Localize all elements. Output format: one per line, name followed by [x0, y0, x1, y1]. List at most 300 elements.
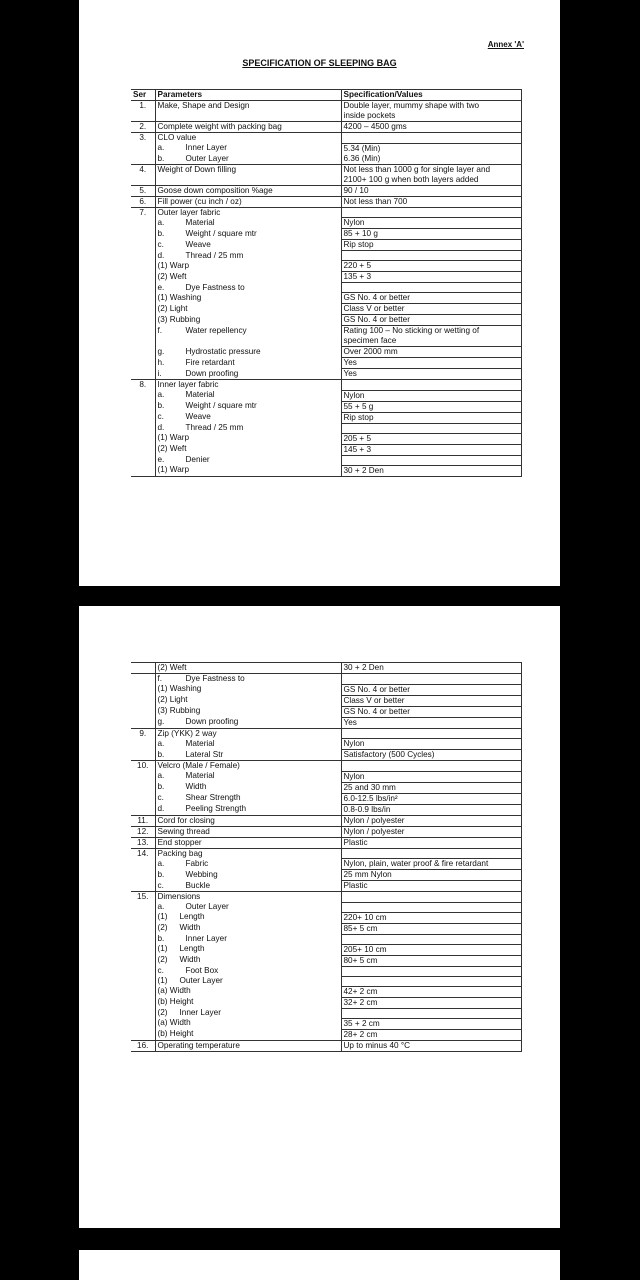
table-row: [131, 674, 521, 685]
row-parameter-label: Buckle: [185, 880, 211, 890]
row-parameter: [155, 892, 341, 903]
table-row: [131, 444, 521, 455]
row-ser: [131, 326, 155, 337]
row-value: Double layer, mummy shape with two: [341, 101, 521, 112]
row-parameter-label: Packing bag: [157, 848, 203, 858]
table-row: [131, 761, 521, 772]
row-parameter-label: Webbing: [185, 869, 218, 879]
row-value: Nylon / polyester: [341, 815, 521, 826]
row-parameter-label: (1) Washing: [157, 684, 202, 693]
row-parameter-label: Inner Layer: [179, 1008, 221, 1017]
row-num-index: (2): [157, 955, 168, 964]
row-value: Class V or better: [341, 695, 521, 706]
header-values: Specification/Values: [341, 90, 521, 101]
row-parameter: [155, 997, 341, 1008]
row-parameter: [155, 315, 341, 326]
row-sub-index: f.: [157, 674, 163, 683]
table-row: [131, 251, 521, 261]
row-parameter-label: Width: [179, 923, 201, 932]
row-parameter: [155, 881, 341, 892]
row-parameter-label: (2) Weft: [157, 444, 187, 453]
row-ser: 16.: [131, 1040, 155, 1051]
row-sub-index: a.: [157, 902, 165, 911]
row-parameter-label: (3) Rubbing: [157, 314, 201, 324]
table-row: [131, 293, 521, 304]
table-row: [131, 423, 521, 433]
row-sub-index: c.: [157, 880, 164, 890]
table-row: [131, 870, 521, 881]
annex-label: Annex 'A': [487, 40, 524, 49]
row-sub-index: c.: [157, 793, 164, 802]
row-value: 35 + 2 cm: [341, 1018, 521, 1029]
row-parameter-label: Inner Layer: [185, 934, 227, 943]
row-parameter: [155, 154, 341, 165]
table-row: [131, 1029, 521, 1040]
row-parameter-label: Outer Layer: [185, 902, 229, 911]
row-ser: [131, 293, 155, 304]
row-ser: [131, 966, 155, 976]
row-value: [341, 934, 521, 944]
row-parameter-label: Water repellency: [185, 325, 247, 335]
table-row: [131, 771, 521, 782]
row-parameter: [155, 251, 341, 261]
row-value: [341, 902, 521, 912]
row-parameter-label: Lateral Str: [185, 749, 224, 759]
row-ser: 3.: [131, 133, 155, 144]
row-num-index: (1): [157, 944, 168, 953]
row-value: 205 + 5: [341, 433, 521, 444]
row-ser: [131, 804, 155, 815]
row-parameter: [155, 272, 341, 283]
table-row: [131, 111, 521, 122]
row-parameter: [155, 207, 341, 218]
row-parameter-label: Outer layer fabric: [157, 207, 221, 217]
row-parameter-label: Length: [179, 944, 205, 953]
row-parameter: [155, 761, 341, 772]
row-ser: [131, 347, 155, 358]
row-value: 25 and 30 mm: [341, 782, 521, 793]
row-parameter-label: Down proofing: [185, 368, 239, 378]
row-ser: [131, 934, 155, 944]
row-value: GS No. 4 or better: [341, 315, 521, 326]
row-value: Nylon: [341, 771, 521, 782]
table-row: [131, 912, 521, 923]
row-parameter: [155, 465, 341, 476]
row-ser: [131, 175, 155, 186]
row-parameter-label: (1) Warp: [157, 465, 190, 474]
table-row: [131, 272, 521, 283]
row-ser: [131, 240, 155, 251]
row-ser: 5.: [131, 185, 155, 196]
row-sub-index: a.: [157, 143, 165, 152]
row-parameter: [155, 122, 341, 133]
row-ser: [131, 976, 155, 986]
row-parameter-label: Width: [185, 782, 207, 791]
row-ser: 15.: [131, 892, 155, 903]
row-parameter: [155, 304, 341, 315]
table-row: [131, 739, 521, 750]
row-ser: [131, 218, 155, 229]
row-ser: [131, 663, 155, 674]
row-parameter-label: Dye Fastness to: [185, 674, 245, 683]
row-value: Over 2000 mm: [341, 347, 521, 358]
spec-table-page-1: [131, 89, 522, 477]
row-parameter-label: (2) Light: [157, 303, 188, 313]
row-parameter: [155, 1040, 341, 1051]
row-value: 2100+ 100 g when both layers added: [341, 175, 521, 186]
document-page-2: [79, 606, 560, 1228]
row-value: [341, 892, 521, 903]
row-parameter: [155, 837, 341, 848]
row-value: [341, 455, 521, 465]
row-sub-index: f.: [157, 325, 163, 335]
row-value: Yes: [341, 358, 521, 369]
row-value: 90 / 10: [341, 185, 521, 196]
row-parameter: [155, 804, 341, 815]
row-ser: [131, 997, 155, 1008]
row-ser: 7.: [131, 207, 155, 218]
row-parameter: [155, 728, 341, 739]
spec-table-body-page-1: [131, 101, 521, 477]
row-ser: [131, 369, 155, 380]
row-sub-index: g.: [157, 717, 165, 726]
table-row: [131, 315, 521, 326]
row-parameter-label: Material: [185, 771, 215, 780]
row-value: 30 + 2 Den: [341, 663, 521, 674]
row-parameter: [155, 185, 341, 196]
table-row: [131, 750, 521, 761]
spec-table-body-page-2: [131, 663, 521, 1052]
row-ser: 12.: [131, 826, 155, 837]
row-ser: [131, 390, 155, 401]
row-parameter-label: Sewing thread: [157, 826, 210, 836]
table-row: [131, 433, 521, 444]
table-row: [131, 923, 521, 934]
table-row: [131, 1040, 521, 1051]
row-parameter-label: Weight / square mtr: [185, 228, 257, 238]
row-parameter: [155, 455, 341, 465]
row-parameter-label: (3) Rubbing: [157, 706, 201, 715]
row-parameter: [155, 739, 341, 750]
row-ser: [131, 923, 155, 934]
row-ser: [131, 433, 155, 444]
row-parameter-label: (a) Width: [157, 1018, 191, 1027]
table-row: [131, 955, 521, 966]
row-parameter-label: (1) Warp: [157, 260, 190, 270]
row-ser: [131, 336, 155, 347]
row-ser: [131, 902, 155, 912]
row-value: Nylon: [341, 739, 521, 750]
row-value: specimen face: [341, 336, 521, 347]
row-ser: [131, 1008, 155, 1018]
row-parameter: [155, 815, 341, 826]
row-sub-index: a.: [157, 390, 165, 399]
row-ser: [131, 423, 155, 433]
row-parameter-label: Fill power (cu inch / oz): [157, 196, 242, 206]
table-row: [131, 782, 521, 793]
row-parameter: [155, 870, 341, 881]
row-ser: [131, 955, 155, 966]
row-sub-index: b.: [157, 869, 165, 879]
row-sub-index: d.: [157, 804, 165, 813]
row-value: 6.36 (Min): [341, 154, 521, 165]
row-parameter-label: Fire retardant: [185, 357, 235, 367]
row-parameter-label: (2) Light: [157, 695, 188, 704]
row-parameter-label: Velcro (Male / Female): [157, 761, 240, 770]
table-row: [131, 122, 521, 133]
table-row: [131, 261, 521, 272]
row-sub-index: b.: [157, 934, 165, 943]
row-parameter-label: Length: [179, 912, 205, 921]
row-parameter: [155, 261, 341, 272]
row-parameter-label: (2) Weft: [157, 663, 187, 672]
row-parameter-label: CLO value: [157, 133, 197, 142]
row-ser: [131, 944, 155, 955]
row-parameter: [155, 695, 341, 706]
row-sub-index: b.: [157, 401, 165, 410]
table-row: [131, 369, 521, 380]
table-row: [131, 390, 521, 401]
row-num-index: (1): [157, 912, 168, 921]
row-value: Yes: [341, 717, 521, 728]
row-value: 85+ 5 cm: [341, 923, 521, 934]
table-row: [131, 207, 521, 218]
row-ser: [131, 870, 155, 881]
row-parameter-label: (a) Width: [157, 986, 191, 995]
row-ser: [131, 1018, 155, 1029]
row-ser: [131, 695, 155, 706]
table-row: [131, 804, 521, 815]
row-num-index: (1): [157, 976, 168, 985]
row-ser: [131, 412, 155, 423]
row-parameter: [155, 986, 341, 997]
row-ser: [131, 401, 155, 412]
row-parameter: [155, 966, 341, 976]
row-parameter-label: Fabric: [185, 858, 209, 868]
row-ser: 13.: [131, 837, 155, 848]
row-ser: [131, 251, 155, 261]
table-row: [131, 196, 521, 207]
row-value: Rating 100 – No sticking or wetting of: [341, 326, 521, 337]
row-ser: [131, 706, 155, 717]
table-row: [131, 465, 521, 476]
row-sub-index: a.: [157, 738, 165, 748]
row-ser: [131, 229, 155, 240]
row-parameter: [155, 218, 341, 229]
row-parameter: [155, 433, 341, 444]
table-row: [131, 728, 521, 739]
row-parameter-label: (1) Warp: [157, 433, 190, 442]
row-parameter: [155, 401, 341, 412]
table-row: [131, 663, 521, 674]
table-row: [131, 229, 521, 240]
row-value: Not less than 1000 g for single layer and: [341, 164, 521, 175]
row-num-index: (2): [157, 1008, 168, 1017]
row-value: 85 + 10 g: [341, 229, 521, 240]
row-value: Yes: [341, 369, 521, 380]
row-value: 0.8-0.9 lbs/in: [341, 804, 521, 815]
row-parameter: [155, 706, 341, 717]
row-ser: 1.: [131, 101, 155, 112]
table-row: [131, 815, 521, 826]
row-parameter-label: Hydrostatic pressure: [185, 346, 261, 356]
row-parameter: [155, 390, 341, 401]
row-value: 55 + 5 g: [341, 401, 521, 412]
row-value: Rip stop: [341, 412, 521, 423]
row-parameter: [155, 902, 341, 912]
row-ser: 6.: [131, 196, 155, 207]
row-ser: [131, 739, 155, 750]
table-row: [131, 976, 521, 986]
row-value: Nylon: [341, 218, 521, 229]
table-row: [131, 164, 521, 175]
row-parameter: [155, 782, 341, 793]
table-row: [131, 966, 521, 976]
table-row: [131, 412, 521, 423]
row-parameter-label: Outer Layer: [179, 976, 223, 985]
row-value: GS No. 4 or better: [341, 706, 521, 717]
row-parameter: [155, 111, 341, 122]
row-ser: [131, 111, 155, 122]
row-parameter-label: Peeling Strength: [185, 804, 247, 813]
row-ser: [131, 143, 155, 154]
table-row: [131, 986, 521, 997]
table-row: [131, 401, 521, 412]
row-parameter-label: Dimensions: [157, 892, 201, 901]
row-sub-index: d.: [157, 250, 165, 260]
row-value: [341, 976, 521, 986]
row-value: [341, 966, 521, 976]
row-ser: [131, 315, 155, 326]
table-row: [131, 706, 521, 717]
table-row: [131, 326, 521, 337]
row-parameter-label: (2) Weft: [157, 271, 187, 281]
table-row: [131, 848, 521, 859]
row-value: [341, 251, 521, 261]
row-parameter-label: Weight of Down filling: [157, 164, 237, 174]
row-value: 145 + 3: [341, 444, 521, 455]
row-ser: [131, 154, 155, 165]
table-row: [131, 154, 521, 165]
row-value: [341, 207, 521, 218]
row-parameter: [155, 1008, 341, 1018]
row-ser: [131, 674, 155, 685]
row-parameter-label: Material: [185, 217, 215, 227]
row-parameter: [155, 848, 341, 859]
row-value: [341, 848, 521, 859]
row-parameter: [155, 175, 341, 186]
row-sub-index: b.: [157, 749, 165, 759]
row-parameter-label: Material: [185, 738, 215, 748]
row-sub-index: e.: [157, 455, 165, 464]
row-parameter: [155, 717, 341, 728]
row-value: [341, 728, 521, 739]
row-parameter: [155, 663, 341, 674]
row-parameter: [155, 423, 341, 433]
row-value: 205+ 10 cm: [341, 944, 521, 955]
row-parameter: [155, 684, 341, 695]
row-parameter: [155, 859, 341, 870]
row-parameter: [155, 369, 341, 380]
row-value: GS No. 4 or better: [341, 684, 521, 695]
row-value: Nylon / polyester: [341, 826, 521, 837]
row-parameter-label: Goose down composition %age: [157, 185, 273, 195]
row-sub-index: d.: [157, 423, 165, 432]
header-parameters: Parameters: [155, 90, 341, 101]
row-parameter: [155, 826, 341, 837]
table-header-row: [131, 90, 521, 101]
row-ser: [131, 986, 155, 997]
row-parameter-label: Dye Fastness to: [185, 282, 245, 292]
row-parameter-label: Inner layer fabric: [157, 380, 219, 389]
row-value: [341, 761, 521, 772]
row-parameter: [155, 674, 341, 685]
row-parameter-label: Shear Strength: [185, 793, 241, 802]
table-row: [131, 283, 521, 293]
row-value: Up to minus 40 °C: [341, 1040, 521, 1051]
row-value: Class V or better: [341, 304, 521, 315]
row-value: [341, 283, 521, 293]
document-page-3: [79, 1250, 560, 1280]
row-value: 4200 – 4500 gms: [341, 122, 521, 133]
table-row: [131, 892, 521, 903]
row-parameter-label: Weave: [185, 239, 211, 249]
row-ser: [131, 283, 155, 293]
row-sub-index: e.: [157, 282, 165, 292]
table-row: [131, 240, 521, 251]
row-sub-index: g.: [157, 346, 165, 356]
row-value: 42+ 2 cm: [341, 986, 521, 997]
row-parameter: [155, 358, 341, 369]
row-value: [341, 674, 521, 685]
row-sub-index: b.: [157, 228, 165, 238]
row-num-index: (2): [157, 923, 168, 932]
table-row: [131, 902, 521, 912]
table-row: [131, 695, 521, 706]
row-sub-index: b.: [157, 153, 165, 163]
row-ser: [131, 750, 155, 761]
row-parameter: [155, 793, 341, 804]
table-row: [131, 859, 521, 870]
table-row: [131, 380, 521, 391]
row-sub-index: c.: [157, 412, 164, 421]
row-parameter: [155, 412, 341, 423]
row-parameter: [155, 164, 341, 175]
row-ser: [131, 793, 155, 804]
row-parameter: [155, 1029, 341, 1040]
row-sub-index: a.: [157, 771, 165, 780]
row-ser: [131, 717, 155, 728]
table-row: [131, 1008, 521, 1018]
row-value: inside pockets: [341, 111, 521, 122]
row-parameter: [155, 750, 341, 761]
row-parameter: [155, 133, 341, 144]
row-parameter: [155, 934, 341, 944]
row-ser: 11.: [131, 815, 155, 826]
row-ser: [131, 455, 155, 465]
row-parameter-label: Cord for closing: [157, 815, 215, 825]
row-ser: [131, 465, 155, 476]
row-ser: 10.: [131, 761, 155, 772]
row-ser: [131, 684, 155, 695]
row-value: Nylon, plain, water proof & fire retardant: [341, 859, 521, 870]
row-parameter-label: Make, Shape and Design: [157, 101, 250, 110]
row-parameter: [155, 283, 341, 293]
row-value: Satisfactory (500 Cycles): [341, 750, 521, 761]
row-parameter: [155, 240, 341, 251]
row-ser: [131, 444, 155, 455]
row-ser: [131, 1029, 155, 1040]
